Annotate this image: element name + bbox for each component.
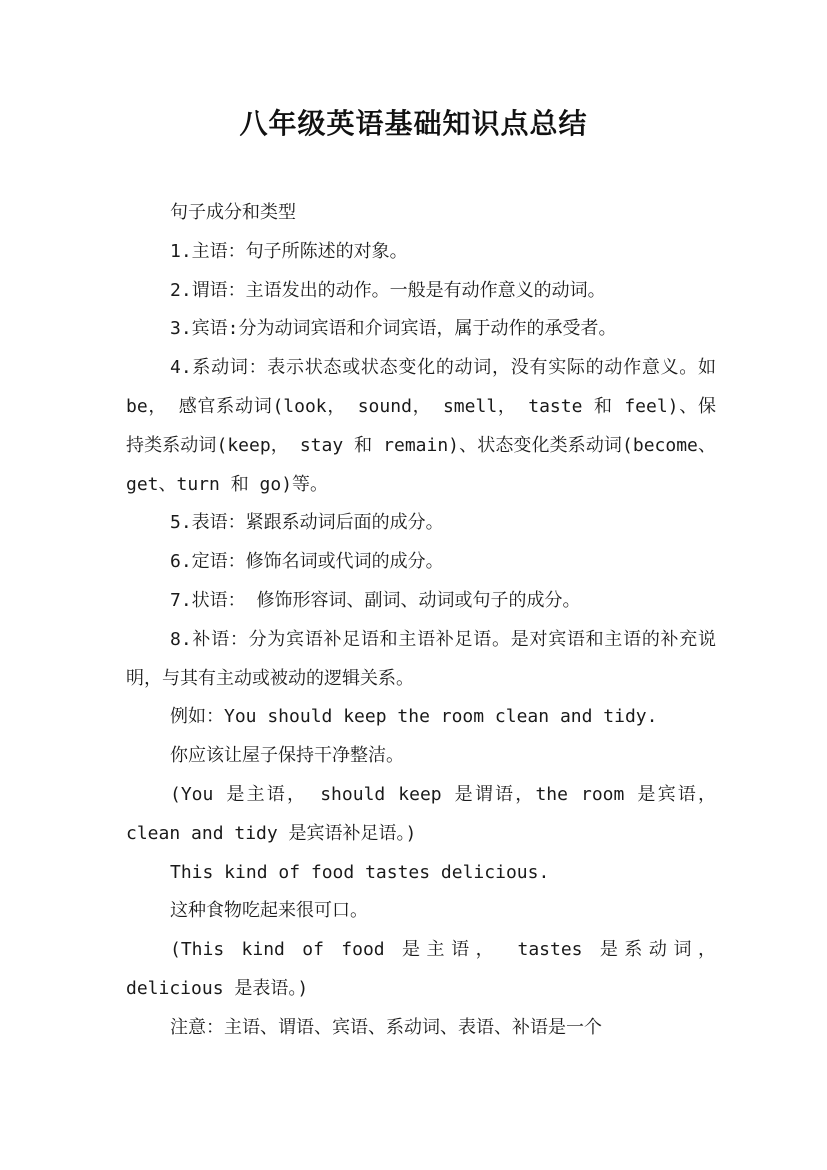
paragraph-example-analysis-1: (You 是主语， should keep 是谓语，the room 是宾语，clean and tidy 是宾语补足语。) [126, 783, 716, 844]
paragraph-complement: 8.补语：分为宾语补足语和主语补足语。是对宾语和主语的补充说明，与其有主动或被动的逻辑关系。 [126, 628, 716, 689]
paragraph-example-en-2: This kind of food tastes delicious. [170, 861, 550, 883]
paragraph-example-zh-1: 你应该让屋子保持干净整洁。 [170, 745, 404, 767]
paragraph-subject: 1.主语：句子所陈述的对象。 [170, 240, 408, 262]
paragraph-example-en-1: 例如：You should keep the room clean and tidy. [170, 706, 658, 728]
paragraph-object: 3.宾语:分为动词宾语和介词宾语，属于动作的承受者。 [170, 318, 617, 340]
paragraph-note: 注意：主语、谓语、宾语、系动词、表语、补语是一个 [170, 1016, 602, 1038]
paragraph-example-analysis-2: (This kind of food 是主语， tastes 是系动词，delicious 是表语。) [126, 939, 716, 999]
paragraph-predicate: 2.谓语：主语发出的动作。一般是有动作意义的动词。 [170, 279, 606, 301]
document-body [126, 194, 716, 1048]
paragraph-section-heading: 句子成分和类型 [170, 202, 296, 223]
paragraph-attribute: 6.定语：修饰名词或代词的成分。 [170, 551, 444, 573]
paragraph-linking-verb: 4.系动词：表示状态或状态变化的动词，没有实际的动作意义。如 be， 感官系动词(look， sound， smell， taste 和 feel)、保持类系动词(keep， stay 和 remain)、状态变化类系动词(become、get、turn 和 go)等。 [126, 357, 716, 495]
paragraph-predicative: 5.表语：紧跟系动词后面的成分。 [170, 512, 444, 534]
document-title: 八年级英语基础知识点总结 [239, 107, 588, 140]
paragraph-adverbial: 7.状语： 修饰形容词、副词、动词或句子的成分。 [170, 589, 581, 611]
paragraph-example-zh-2: 这种食物吃起来很可口。 [170, 900, 368, 922]
